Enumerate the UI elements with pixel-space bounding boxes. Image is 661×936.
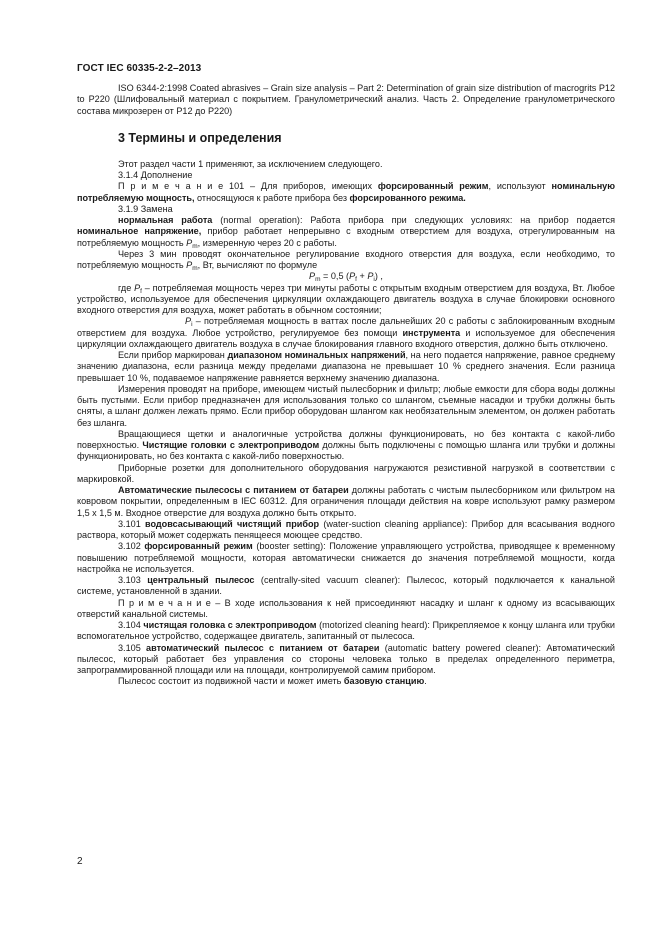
paragraph-voltage-range: Если прибор маркирован диапазоном номинальных напряжений, на него подается напряжение, равное среднему значению диапазона, если разница между пределами диапазона не превышает 10 % среднего значения. Если разница превышает 10 %, подаваемое напряжение равняется верхнему значению диапазона. (77, 350, 615, 383)
note-label: П р и м е ч а н и е (118, 181, 224, 192)
formula-pm: $P_m = 0,5$ $(P_f + P_i)$ , (309, 271, 383, 284)
definition-normal-operation: нормальная работа (normal operation): Работа прибора при следующих условиях: на прибор подается номинальное напряжение, прибор работает непрерывно с входным отверстием для воздуха, отрегулированным на потребляемую мощность $P_m$, измеренную через 20 с работы. (77, 215, 616, 250)
page-number: 2 (77, 856, 83, 867)
where-pi: $P_i$ – потребляемая мощность в ваттах после дальнейших 20 с работы с заблокированным входным отверстием для воздуха. Любое устройство, регулируемое без помощи инструмента и используемое для обеспечения циркуляции охлаждающего двигатель воздуха в случае блокирования главного входного отверстия, должно быть отключено. (77, 316, 615, 349)
intro-paragraph: Этот раздел части 1 применяют, за исключением следующего. (118, 158, 383, 169)
paragraph-brushes: Вращающиеся щетки и аналогичные устройства должны функционировать, но без контакта с какой-либо поверхностью. Чистящие головки с электроприводом должны быть подключены с помощью шланга или трубки и должны функционировать, но без контакта с какой-либо поверхностью. (77, 428, 615, 462)
where-pf: где $P_f$ – потребляемая мощность через три минуты работы с открытым входным отверстием для воздуха, Вт. Любое устройство, используемое для обеспечения циркуляции охлаждающего двигатель воздуха в случае блокировки основного входного отверстия для воздуха, может работать в обычном состоянии; (77, 282, 615, 315)
note-label: П р и м е ч а н и е (118, 597, 211, 608)
clause-3-1-9: 3.1.9 Замена (118, 203, 173, 214)
paragraph-measurements: Измерения проводят на приборе, имеющем чистый пылесборник и фильтр; любые емкости для сбора воды должны быть пустыми. Если прибор предназначен для использования только со шлангом, съемные насадки и трубки должны быть сняты, а шланг должен лежать прямо. Если прибор оборудован шлангом как необязательным элементом, он должен работать без шланга. (77, 383, 615, 428)
definition-3-104: 3.104 чистящая головка с электроприводом (motorized cleaning heard): Прикрепляемое к концу шланга или трубки вспомогательное устройство, содержащее двигатель, запитанный от пылесоса. (77, 620, 615, 642)
definition-3-105: 3.105 автоматический пылесос с питанием от батареи (automatic battery powered cleaner): Автоматический пылесос, который работает без управления со стороны человека только в пределах определенного периметра, запрограммированной площади или на площади, контролируемой самим прибором. (77, 642, 615, 675)
paragraph-sockets: Приборные розетки для дополнительного оборудования нагружаются резистивной нагрузкой в соответствии с маркировкой. (77, 462, 615, 484)
clause-3-1-4: 3.1.4 Дополнение (118, 170, 193, 180)
note-3-103: П р и м е ч а н и е – В ходе использования к ней присоединяют насадку и шланг к одному из всасывающих отверстий канальной системы. (77, 597, 615, 619)
note-101: П р и м е ч а н и е 101 – Для приборов, имеющих форсированный режим, используют номинальную потребляемую мощность, относящуюся к работе прибора без форсированного режима. (77, 181, 616, 203)
definition-3-102: 3.102 форсированный режим (booster setting): Положение управляющего устройства, приводящее к временному повышению потребляемой мощности, которая автоматически снижается до значения потребляемой мощности, когда настройка не используется. (77, 541, 615, 574)
reference-iso-6344-2: ISO 6344-2:1998 Coated abrasives – Grain size analysis – Part 2: Determination of grain size distribution of macrogrits P12 to P220 (Шлифовальный материал с покрытием. Гранулометрический анализ. Часть 2. Определение гранулометрического состава микрозерен от P12 до P220) (77, 83, 615, 116)
paragraph-automatic-cleaners: Автоматические пылесосы с питанием от батареи должны работать с чистым пылесборником или фильтром на ковровом покрытии, определенным в IEC 60312. Для ограничения площади действия на ковре используют рамку размером 1,5 х 1,5 м. Входное отверстие для воздуха должно быть открыто. (77, 485, 615, 518)
document-header: ГОСТ IEC 60335-2-2–2013 (77, 63, 202, 74)
paragraph-base-station: Пылесос состоит из подвижной части и может иметь базовую станцию. (118, 676, 427, 687)
paragraph-3-min: Через 3 мин проводят окончательное регулирование входного отверстия для воздуха, если необходимо, то потребляемую мощность $P_m$, Вт, вычисляют по формуле (77, 248, 615, 272)
document-body (77, 83, 615, 688)
definition-3-103: 3.103 центральный пылесос (centrally-sited vacuum cleaner): Пылесос, который подключается к канальной системе, установленной в здании. (77, 575, 615, 597)
definition-3-101: 3.101 водовсасывающий чистящий прибор (water-suction cleaning appliance): Прибор для всасывания водного раствора, который может содержать пенящееся моющее средство. (77, 518, 615, 540)
section-title: 3 Термины и определения (118, 130, 282, 145)
